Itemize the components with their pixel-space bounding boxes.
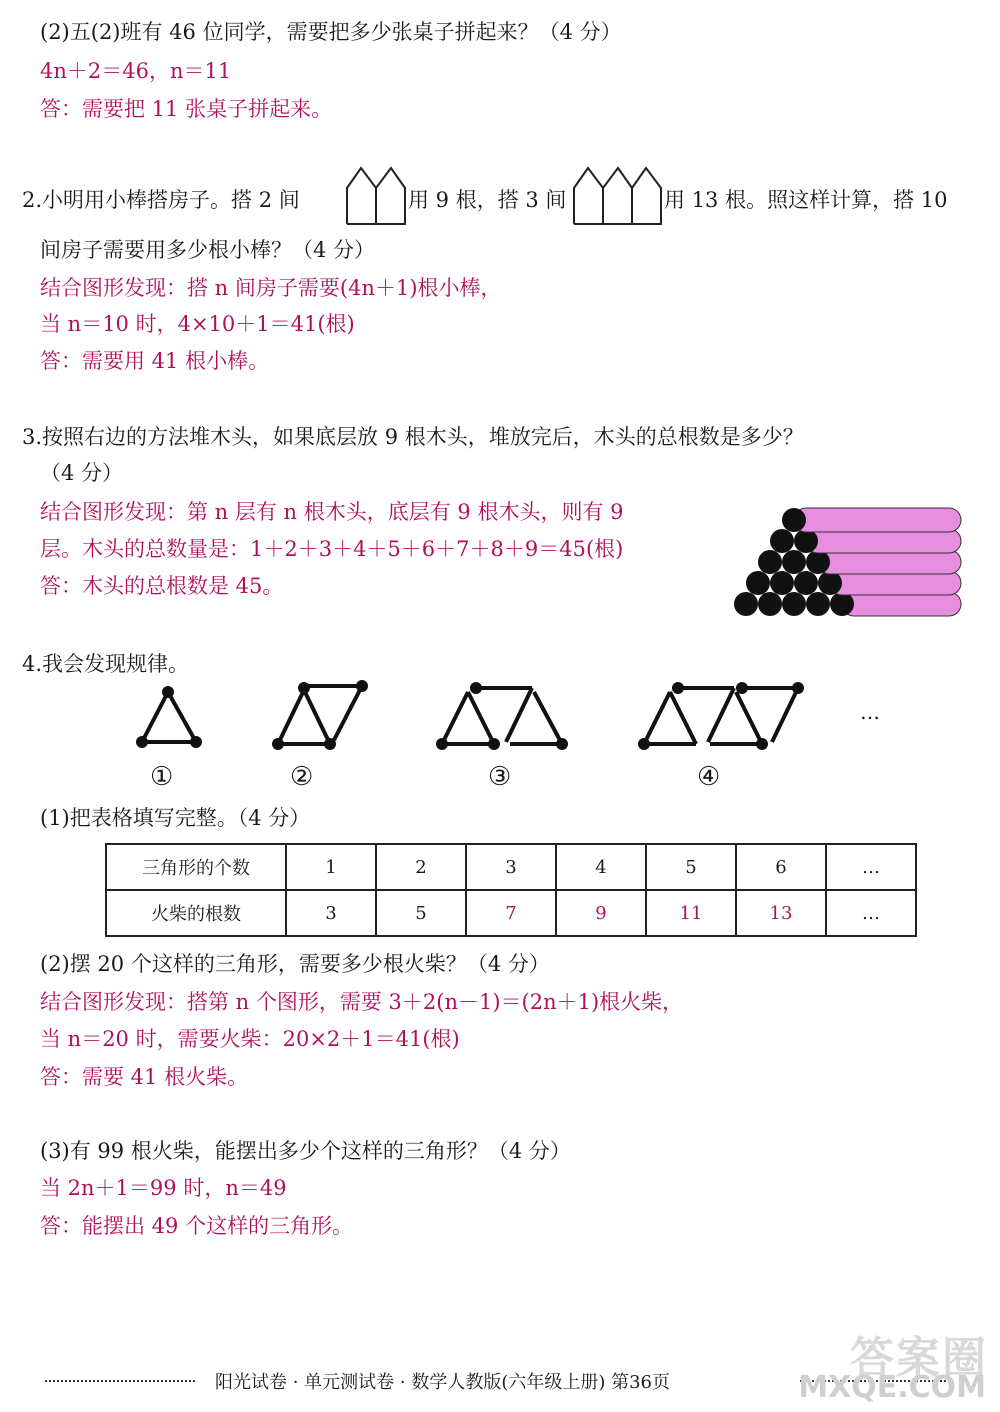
log-end (758, 550, 782, 574)
table-cell: 3 (286, 890, 376, 936)
table-cell: 5 (376, 890, 466, 936)
log-body (806, 529, 961, 553)
q4-p2: (2)摆 20 个这样的三角形，需要多少根火柴？（4 分） (40, 952, 550, 976)
table-cell: 5 (646, 844, 736, 890)
q3-answer: 答：木头的总根数是 45。 (40, 574, 284, 598)
figure-label-1: ① (150, 762, 174, 792)
log-end (734, 592, 758, 616)
triangle-table (105, 843, 917, 937)
log-end (830, 592, 854, 616)
figure-label-3: ③ (488, 762, 512, 792)
house-3-icon (572, 166, 664, 226)
q4-p3-work: 当 2n＋1＝99 时，n＝49 (40, 1176, 287, 1200)
log-end (806, 550, 830, 574)
log-end (794, 571, 818, 595)
q3-work1: 结合图形发现：第 n 层有 n 根木头，底层有 9 根木头，则有 9 (40, 500, 624, 524)
q4-title: 4.我会发现规律。 (22, 652, 190, 676)
watermark-url: MXQE.COM (798, 1370, 986, 1405)
q4-p3-answer: 答：能摆出 49 个这样的三角形。 (40, 1214, 354, 1238)
table-cell: 3 (466, 844, 556, 890)
log-end (806, 592, 830, 616)
q1-2-answer: 答：需要把 11 张桌子拼起来。 (40, 97, 333, 121)
q3-work2: 层。木头的总数量是：1＋2＋3＋4＋5＋6＋7＋8＋9＝45(根) (40, 537, 624, 561)
house-2-icon (345, 166, 409, 226)
q1-2-work: 4n＋2＝46，n＝11 (40, 59, 232, 83)
log-end (770, 529, 794, 553)
table-header-cell: 三角形的个数 (106, 844, 286, 890)
table-cell: … (826, 890, 916, 936)
q2-work1: 结合图形发现：搭 n 间房子需要(4n＋1)根小棒， (40, 276, 502, 300)
matchstick-triangles-figure (130, 680, 890, 760)
q4-p2-work2: 当 n＝20 时，需要火柴：20×2＋1＝41(根) (40, 1027, 460, 1051)
q3-question: 3.按照右边的方法堆木头，如果底层放 9 根木头，堆放完后，木头的总根数是多少？ (22, 425, 804, 449)
log-body (842, 592, 961, 616)
log-end (782, 550, 806, 574)
q2-part1: 2.小明用小棒搭房子。搭 2 间 (22, 188, 300, 212)
q2-answer: 答：需要用 41 根小棒。 (40, 349, 270, 373)
watermark-logo: 答案圈 (850, 1333, 988, 1384)
log-end (782, 508, 806, 532)
table-answer-cell: 13 (736, 890, 826, 936)
q1-2-question: (2)五(2)班有 46 位同学，需要把多少张桌子拼起来？（4 分） (40, 20, 622, 44)
q4-p2-work1: 结合图形发现：搭第 n 个图形，需要 3＋2(n－1)＝(2n＋1)根火柴， (40, 990, 684, 1014)
table-answer-cell: 7 (466, 890, 556, 936)
figure-label-4: ④ (697, 762, 721, 792)
log-body (818, 550, 961, 574)
table-header-cell: 火柴的根数 (106, 890, 286, 936)
table-cell: 4 (556, 844, 646, 890)
table-answer-cell: 9 (556, 890, 646, 936)
footer-divider-left (45, 1380, 195, 1382)
q2-line2: 间房子需要用多少根小棒？（4 分） (40, 238, 376, 262)
q2-work2: 当 n＝10 时，4×10＋1＝41(根) (40, 312, 355, 336)
q2-part2: 用 9 根，搭 3 间 (408, 188, 567, 212)
q4-p3: (3)有 99 根火柴，能摆出多少个这样的三角形？（4 分） (40, 1139, 571, 1163)
log-body (794, 508, 961, 532)
log-body (830, 571, 961, 595)
log-end (794, 529, 818, 553)
figure-ellipsis: … (860, 700, 880, 724)
table-cell: 6 (736, 844, 826, 890)
figure-label-2: ② (290, 762, 314, 792)
table-answer-cell: 11 (646, 890, 736, 936)
q3-score: （4 分） (40, 461, 124, 485)
q4-p2-answer: 答：需要 41 根火柴。 (40, 1065, 249, 1089)
table-cell: … (826, 844, 916, 890)
q2-part3: 用 13 根。照这样计算，搭 10 (664, 188, 948, 212)
table-cell: 1 (286, 844, 376, 890)
log-end (746, 571, 770, 595)
q4-p1: (1)把表格填写完整。（4 分） (40, 806, 311, 830)
log-end (770, 571, 794, 595)
table-cell: 2 (376, 844, 466, 890)
log-end (758, 592, 782, 616)
log-end (782, 592, 806, 616)
footer-text: 阳光试卷 · 单元测试卷 · 数学人教版(六年级上册) 第36页 (215, 1372, 670, 1393)
log-end (818, 571, 842, 595)
table-row (106, 844, 916, 890)
log-pile-illustration (728, 500, 988, 620)
table-row (106, 890, 916, 936)
